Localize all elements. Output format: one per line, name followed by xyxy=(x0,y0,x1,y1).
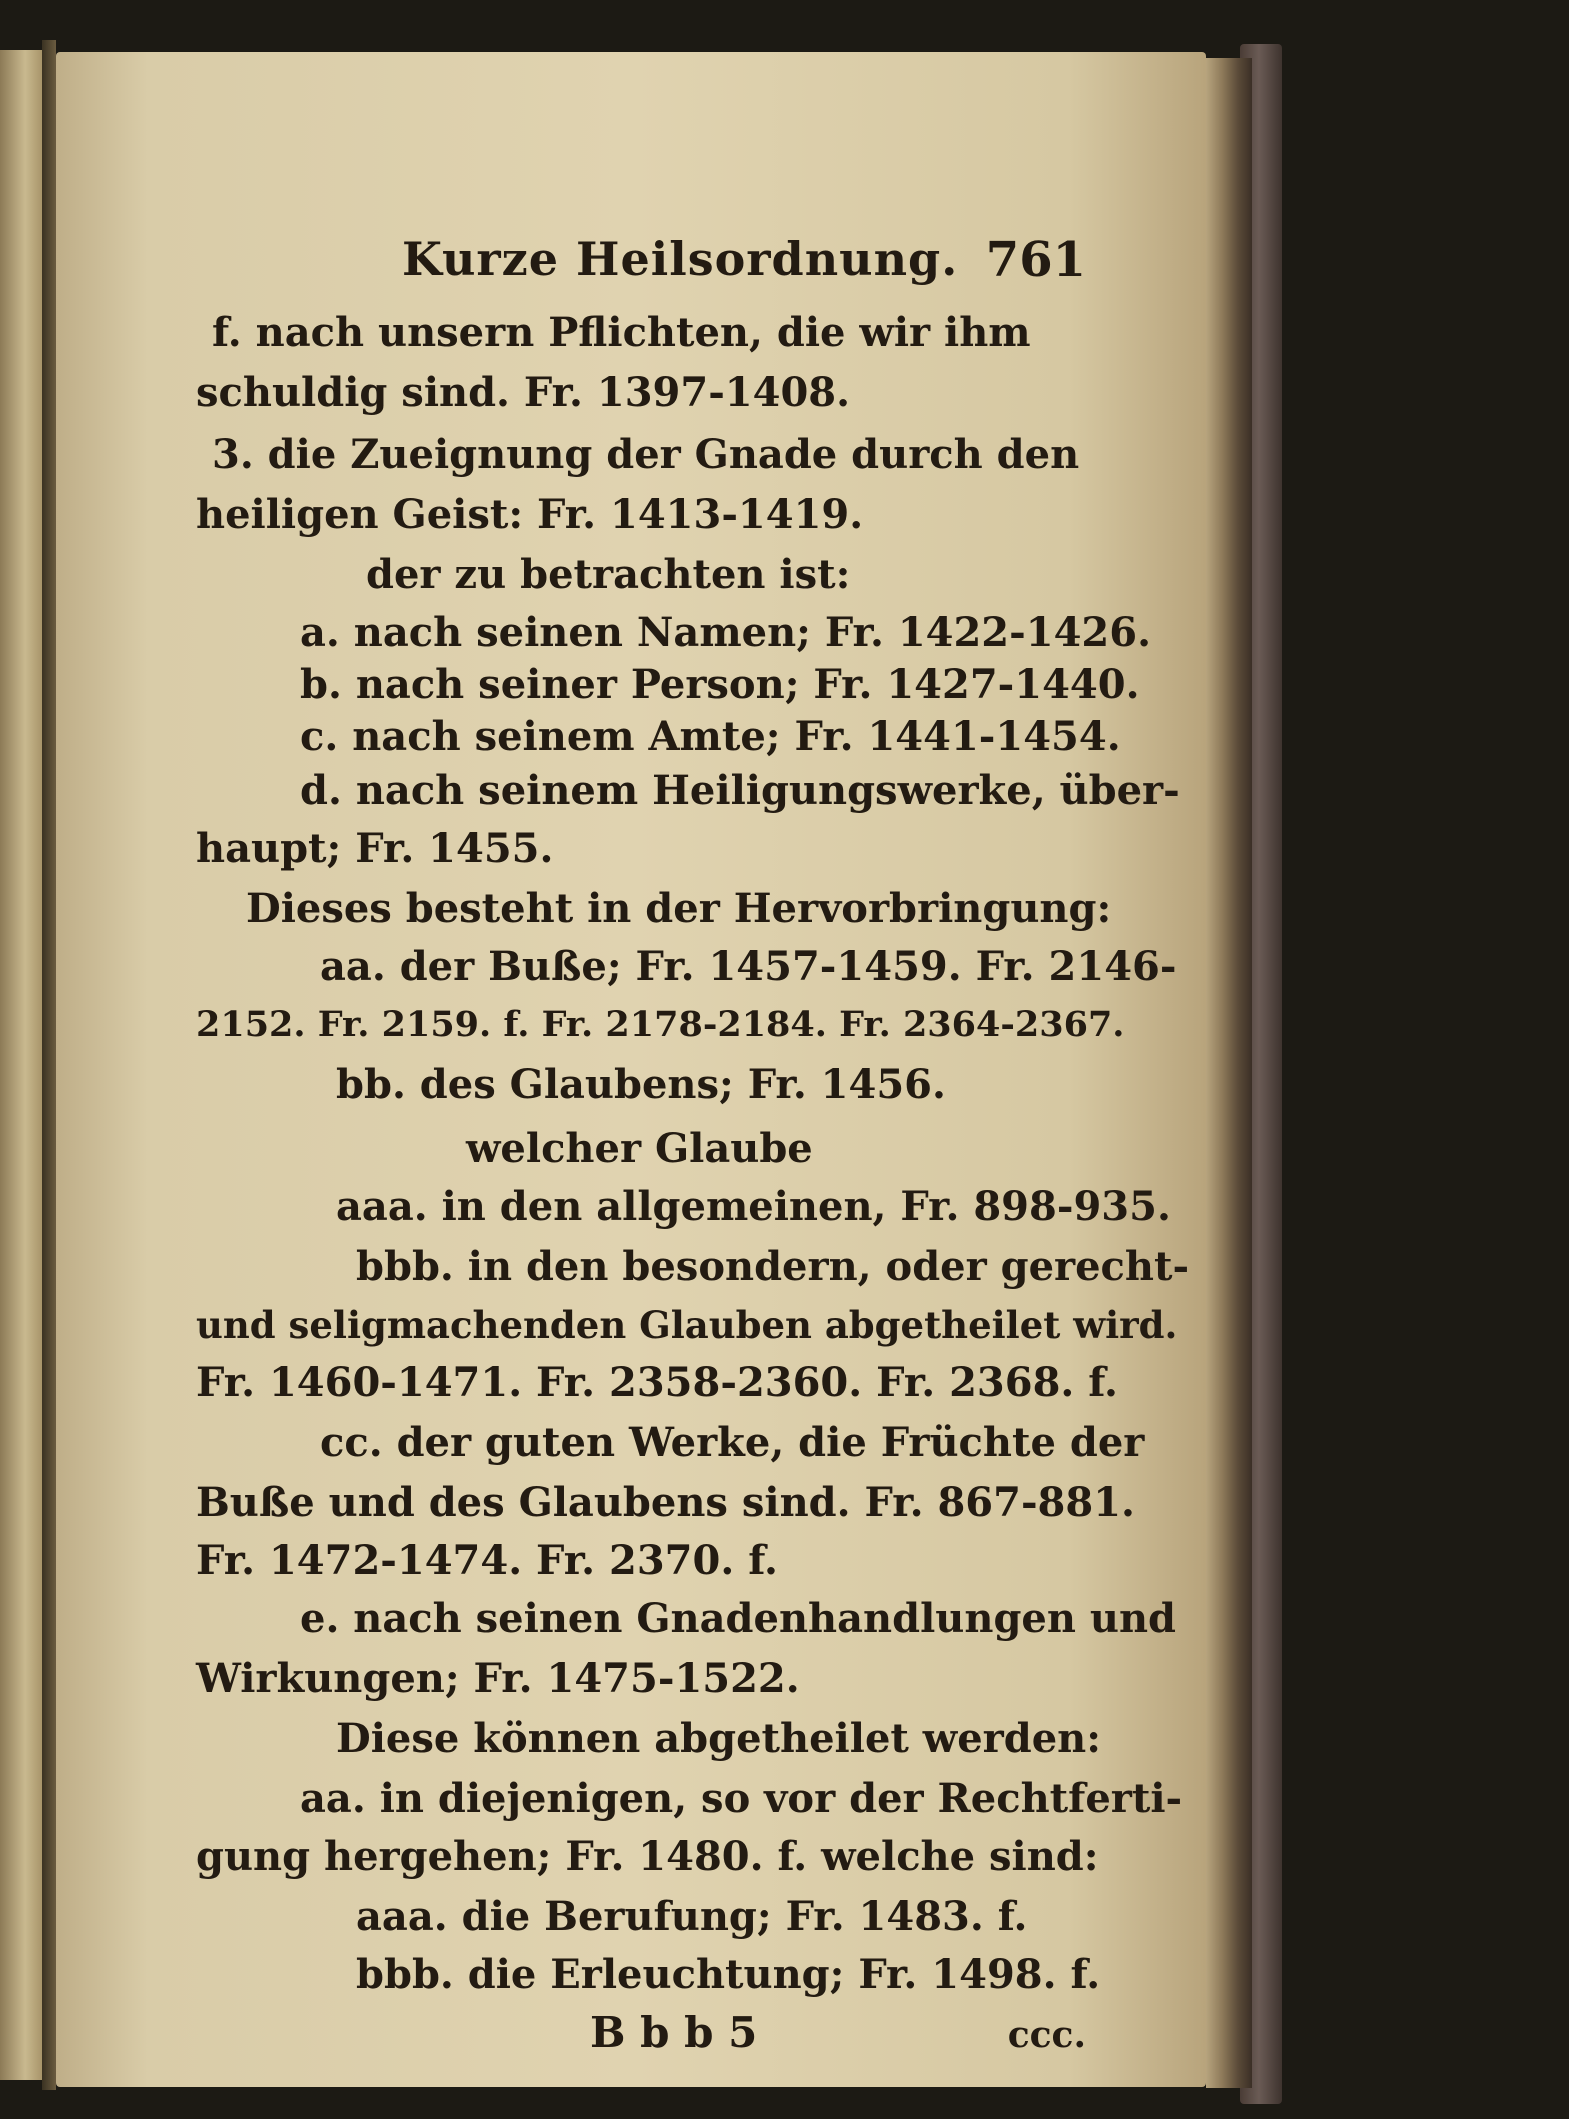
text-line: Dieses besteht in der Hervorbringung: xyxy=(246,885,1112,932)
text-line: aa. in diejenigen, so vor der Rechtferti- xyxy=(300,1775,1183,1822)
text-line: b. nach seiner Person; Fr. 1427-1440. xyxy=(300,661,1140,708)
text-line: aaa. die Berufung; Fr. 1483. f. xyxy=(356,1893,1028,1940)
text-line: schuldig sind. Fr. 1397-1408. xyxy=(196,369,851,416)
text-line: bb. des Glaubens; Fr. 1456. xyxy=(336,1061,946,1108)
text-line: welcher Glaube xyxy=(466,1125,813,1172)
text-line: cc. der guten Werke, die Früchte der xyxy=(320,1419,1145,1466)
text-line: 2152. Fr. 2159. f. Fr. 2178-2184. Fr. 2364-2367. xyxy=(196,1004,1125,1045)
text-line: aaa. in den allgemeinen, Fr. 898-935. xyxy=(336,1183,1171,1230)
text-line: f. nach unsern Pflichten, die wir ihm xyxy=(212,309,1031,356)
text-line: und seligmachenden Glauben abgetheilet wird. xyxy=(196,1303,1178,1347)
text-line: 3. die Zueignung der Gnade durch den xyxy=(212,431,1080,478)
text-line: Fr. 1472-1474. Fr. 2370. f. xyxy=(196,1537,778,1584)
text-line: Diese können abgetheilet werden: xyxy=(336,1715,1102,1762)
book-page xyxy=(56,52,1206,2087)
catchword: ccc. xyxy=(1007,2014,1086,2056)
signature-mark: B b b 5 xyxy=(590,2008,758,2057)
text-line: heiligen Geist: Fr. 1413-1419. xyxy=(196,491,864,538)
text-line: Buße und des Glaubens sind. Fr. 867-881. xyxy=(196,1479,1135,1526)
text-line: d. nach seinem Heiligungswerke, über- xyxy=(300,767,1180,814)
book-gutter xyxy=(42,40,56,2090)
page-stack-edge xyxy=(1206,58,1252,2088)
text-line: Wirkungen; Fr. 1475-1522. xyxy=(196,1655,800,1702)
page-header xyxy=(206,232,1086,292)
text-line: bbb. in den besondern, oder gerecht- xyxy=(356,1243,1190,1290)
running-title: Kurze Heilsordnung. xyxy=(402,232,959,286)
text-line: e. nach seinen Gnadenhandlungen und xyxy=(300,1595,1176,1642)
page-number: 761 xyxy=(985,232,1086,288)
text-line: Fr. 1460-1471. Fr. 2358-2360. Fr. 2368. f. xyxy=(196,1359,1118,1406)
facing-page-edge xyxy=(0,50,42,2080)
text-line: haupt; Fr. 1455. xyxy=(196,825,554,872)
text-line: der zu betrachten ist: xyxy=(366,551,851,598)
text-line: aa. der Buße; Fr. 1457-1459. Fr. 2146- xyxy=(320,943,1177,990)
text-line: a. nach seinen Namen; Fr. 1422-1426. xyxy=(300,609,1151,656)
text-line: bbb. die Erleuchtung; Fr. 1498. f. xyxy=(356,1951,1101,1998)
text-line: c. nach seinem Amte; Fr. 1441-1454. xyxy=(300,713,1121,760)
text-line: gung hergehen; Fr. 1480. f. welche sind: xyxy=(196,1833,1099,1880)
